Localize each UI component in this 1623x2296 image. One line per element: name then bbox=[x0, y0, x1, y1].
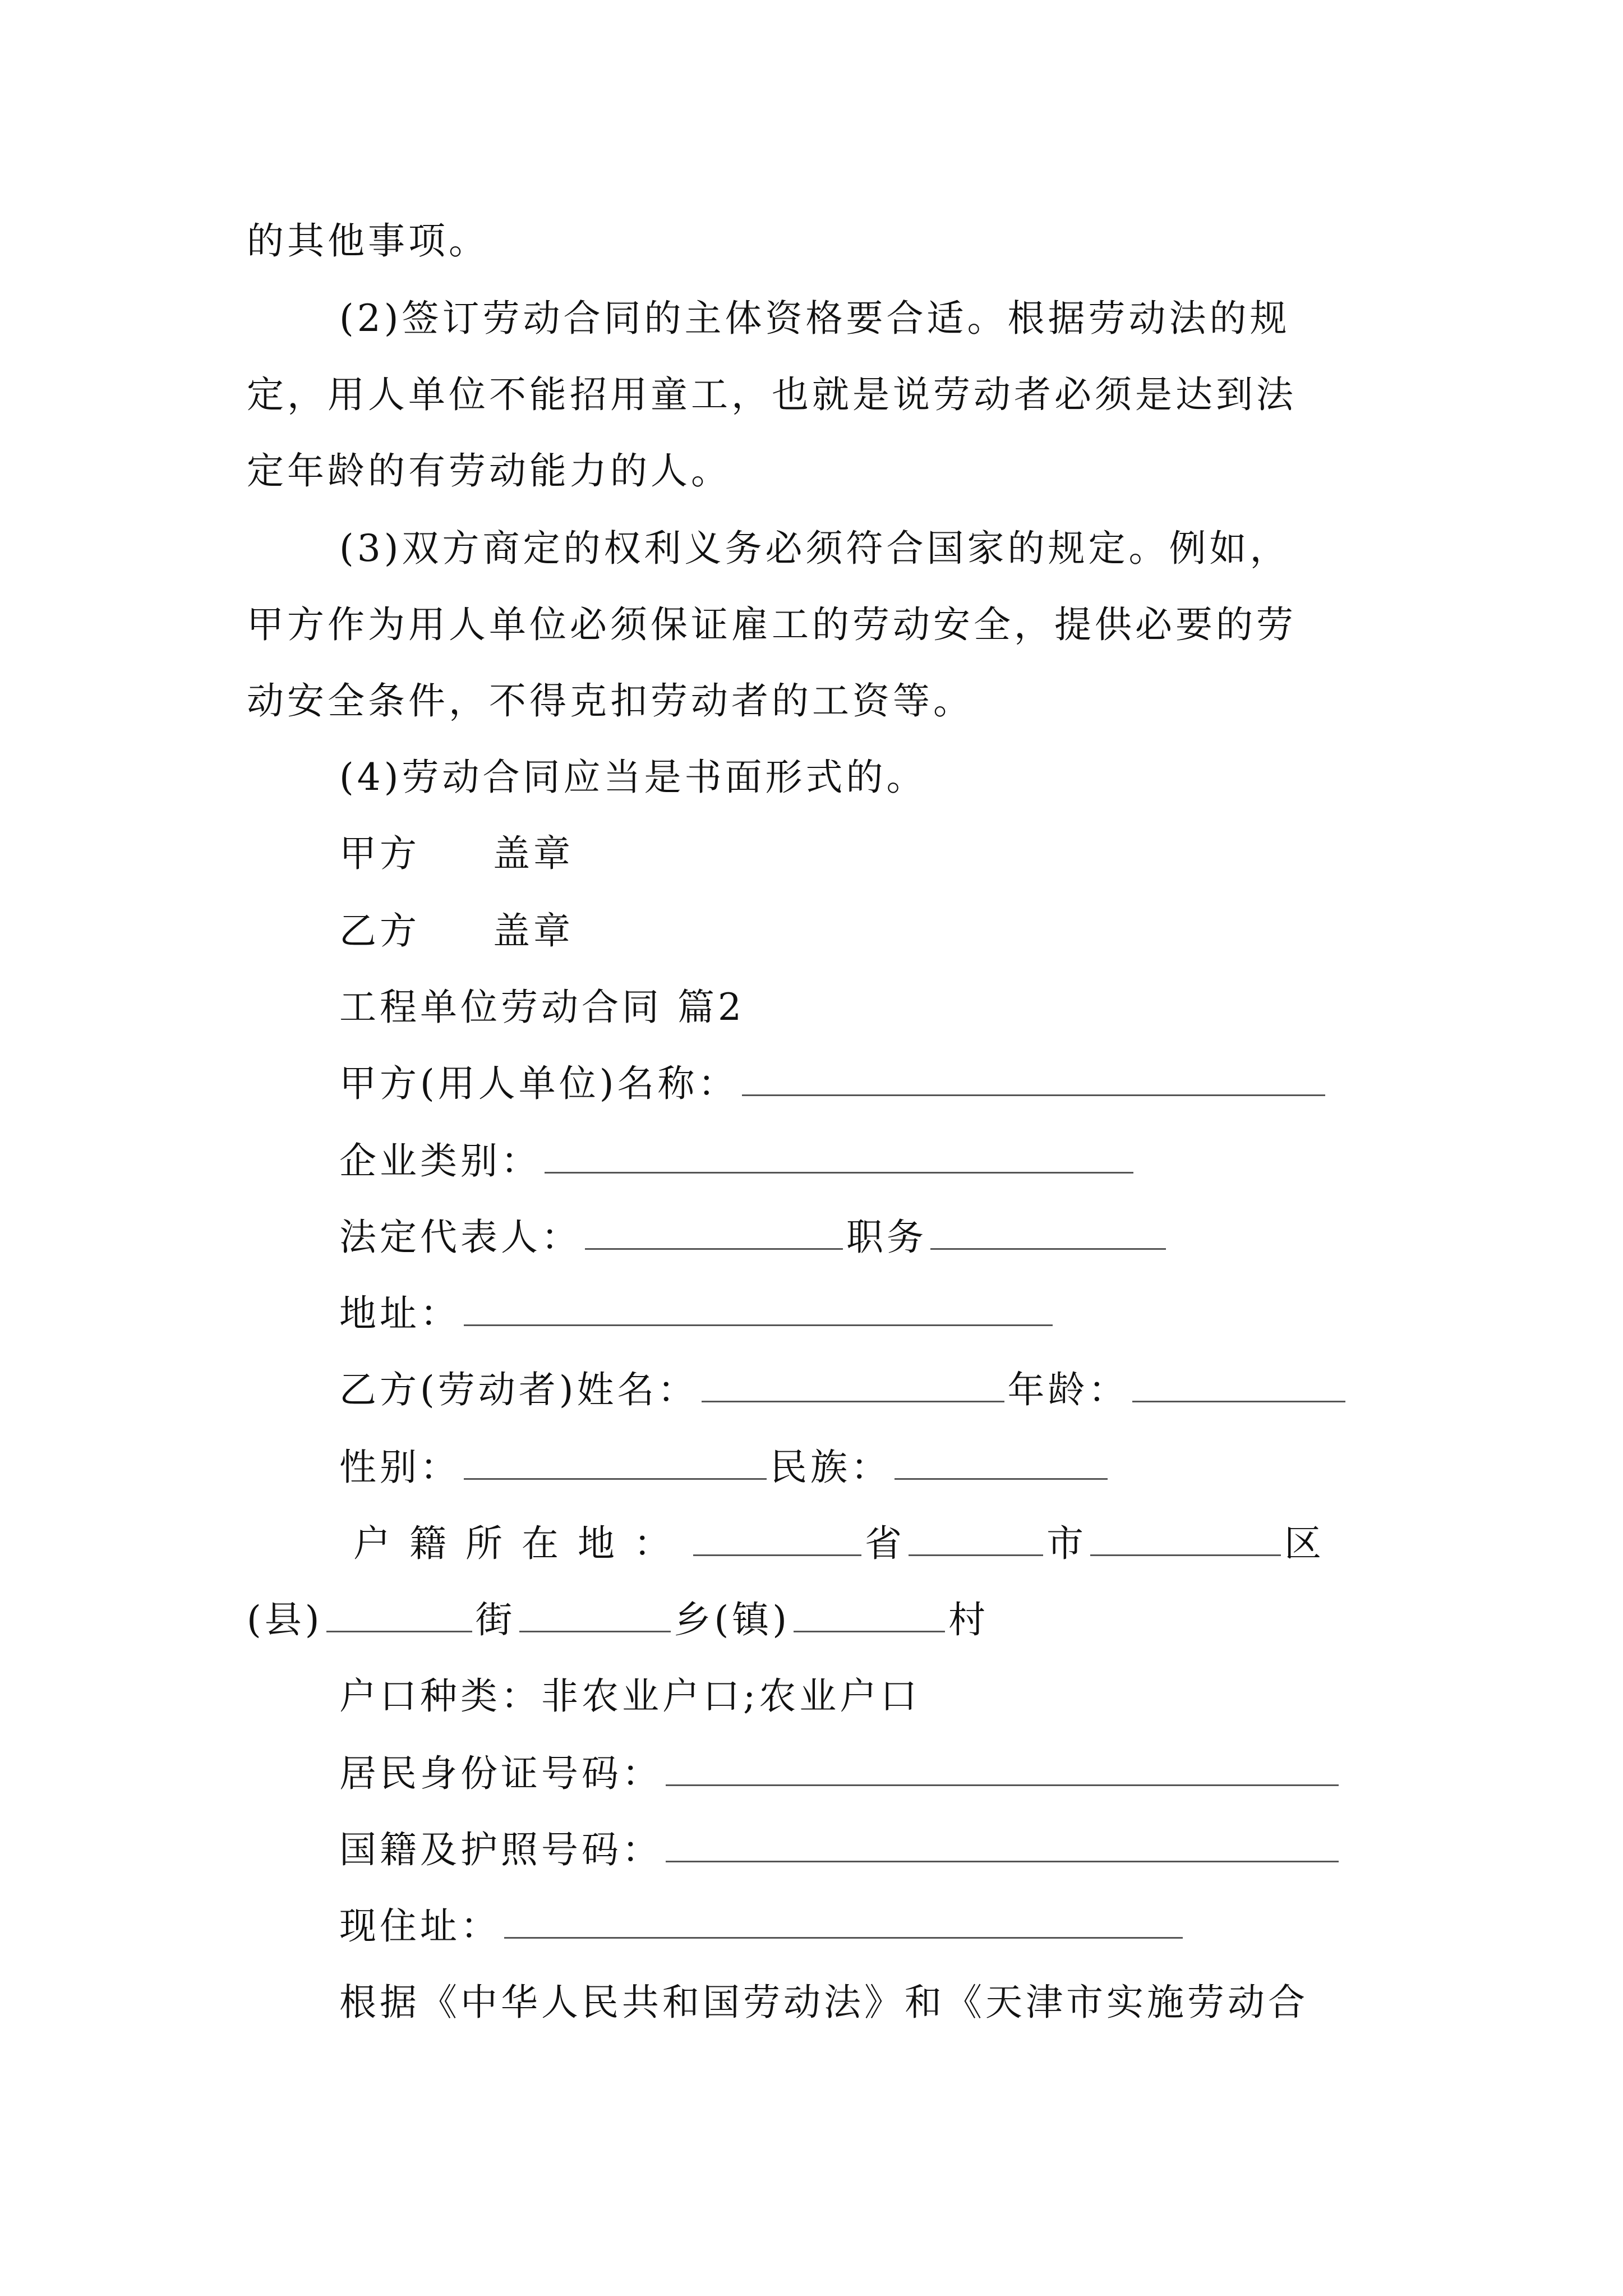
paragraph-line: 甲方作为用人单位必须保证雇工的劳动安全，提供必要的劳 bbox=[247, 603, 1297, 646]
household-row bbox=[353, 1521, 1325, 1566]
street-blank[interactable] bbox=[519, 1599, 671, 1632]
passport-label: 国籍及护照号码： bbox=[339, 1828, 662, 1871]
paragraph-line: (4)劳动合同应当是书面形式的。 bbox=[339, 756, 927, 799]
paragraph-line: 定年龄的有劳动能力的人。 bbox=[247, 449, 731, 493]
legal-rep-blank[interactable] bbox=[585, 1217, 843, 1250]
gender-label: 性别： bbox=[339, 1446, 460, 1489]
province-label: 省 bbox=[865, 1522, 905, 1565]
paragraph-line: (3)双方商定的权利义务必须符合国家的规定。例如， bbox=[339, 527, 1290, 570]
address-row bbox=[339, 1291, 1056, 1336]
residence-label: 现住址： bbox=[339, 1904, 501, 1948]
household-label: 户籍所在地： bbox=[353, 1522, 690, 1565]
position-label: 职务 bbox=[846, 1216, 927, 1259]
age-blank[interactable] bbox=[1132, 1369, 1345, 1402]
seal-label: 盖章 bbox=[493, 909, 574, 953]
worker-name-blank[interactable] bbox=[702, 1369, 1004, 1402]
age-label: 年龄： bbox=[1007, 1368, 1129, 1411]
id-number-row bbox=[339, 1751, 1342, 1796]
paragraph-line: 的其他事项。 bbox=[247, 219, 489, 263]
household-type-row: 户口种类：非农业户口;农业户口 bbox=[339, 1674, 921, 1718]
signature-party-b bbox=[339, 909, 574, 954]
paragraph-line: (2)签订劳动合同的主体资格要合适。根据劳动法的规 bbox=[339, 297, 1290, 340]
seal-label: 盖章 bbox=[493, 832, 574, 875]
county-blank[interactable] bbox=[326, 1599, 472, 1632]
enterprise-type-label: 企业类别： bbox=[339, 1139, 541, 1182]
city-label: 市 bbox=[1046, 1522, 1087, 1565]
ethnicity-blank[interactable] bbox=[895, 1447, 1108, 1480]
signature-party-a bbox=[339, 831, 574, 876]
gender-row bbox=[339, 1445, 1111, 1490]
paragraph-line: 动安全条件，不得克扣劳动者的工资等。 bbox=[247, 679, 974, 723]
passport-row bbox=[339, 1828, 1342, 1872]
section-title: 工程单位劳动合同 篇2 bbox=[339, 986, 745, 1029]
province-blank[interactable] bbox=[693, 1523, 861, 1556]
gender-blank[interactable] bbox=[464, 1447, 767, 1480]
household-row-cont bbox=[247, 1598, 989, 1642]
party-a-label: 甲方 bbox=[339, 832, 420, 875]
district-label: 区 bbox=[1284, 1522, 1325, 1565]
township-blank[interactable] bbox=[794, 1599, 945, 1632]
closing-paragraph: 根据《中华人民共和国劳动法》和《天津市实施劳动合 bbox=[339, 1981, 1308, 2024]
legal-rep-label: 法定代表人： bbox=[339, 1216, 582, 1259]
ethnicity-label: 民族： bbox=[770, 1446, 891, 1489]
position-blank[interactable] bbox=[930, 1217, 1166, 1250]
village-label: 村 bbox=[948, 1598, 989, 1641]
street-label: 街 bbox=[475, 1598, 516, 1641]
employer-name-blank[interactable] bbox=[742, 1063, 1325, 1096]
paragraph-line: 定，用人单位不能招用童工，也就是说劳动者必须是达到法 bbox=[247, 373, 1297, 416]
worker-name-label: 乙方(劳动者)姓名： bbox=[339, 1368, 698, 1411]
address-blank[interactable] bbox=[464, 1293, 1053, 1326]
passport-blank[interactable] bbox=[666, 1829, 1339, 1862]
county-label: (县) bbox=[247, 1598, 323, 1641]
district-blank[interactable] bbox=[1090, 1523, 1281, 1556]
id-blank[interactable] bbox=[666, 1753, 1339, 1786]
legal-rep-row bbox=[339, 1215, 1169, 1260]
township-label: 乡(镇) bbox=[674, 1598, 790, 1641]
worker-name-row bbox=[339, 1368, 1349, 1412]
party-b-label: 乙方 bbox=[339, 909, 420, 953]
residence-row bbox=[339, 1904, 1186, 1949]
employer-name-row bbox=[339, 1061, 1329, 1106]
residence-blank[interactable] bbox=[504, 1906, 1183, 1939]
enterprise-type-row bbox=[339, 1139, 1137, 1184]
address-label: 地址： bbox=[339, 1292, 460, 1335]
enterprise-type-blank[interactable] bbox=[545, 1140, 1133, 1174]
employer-name-label: 甲方(用人单位)名称： bbox=[339, 1062, 739, 1105]
id-label: 居民身份证号码： bbox=[339, 1752, 662, 1795]
city-blank[interactable] bbox=[909, 1523, 1043, 1556]
